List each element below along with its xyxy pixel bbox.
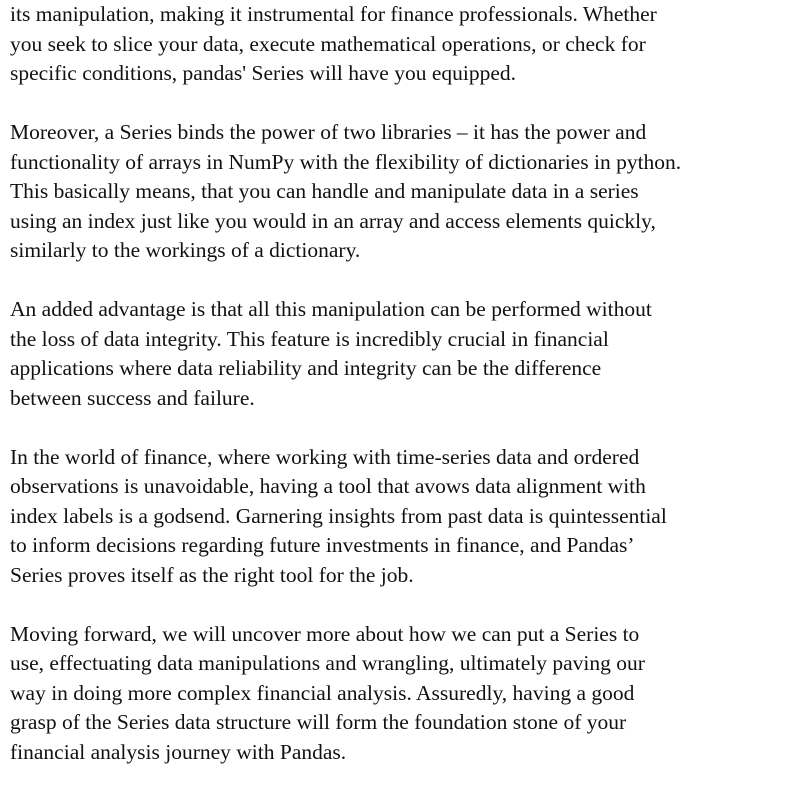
text-line: you seek to slice your data, execute mathematical operations, or check for xyxy=(10,31,646,56)
paragraph-gap xyxy=(10,89,794,119)
paragraph-5 xyxy=(10,620,794,768)
text-line: specific conditions, pandas' Series will have you equipped. xyxy=(10,61,517,85)
text-line: use, effectuating data manipulations and wrangling, ultimately paving our xyxy=(10,651,645,675)
text-line: similarly to the workings of a dictionary. xyxy=(10,238,361,262)
text-line: Moving forward, we will uncover more about how we can put a Series to xyxy=(10,621,640,646)
document-page xyxy=(10,0,794,767)
text-line: index labels is a godsend. Garnering insights from past data is quintessential xyxy=(10,503,667,528)
paragraph-4 xyxy=(10,443,794,591)
text-line: using an index just like you would in an array and access elements quickly, xyxy=(10,208,656,233)
text-line: Moreover, a Series binds the power of two libraries – it has the power and xyxy=(10,120,647,144)
paragraph-1 xyxy=(10,0,794,89)
text-line: way in doing more complex financial analysis. Assuredly, having a good xyxy=(10,680,635,705)
paragraph-3 xyxy=(10,295,794,413)
text-line: observations is unavoidable, having a tool that avows data alignment with xyxy=(10,474,646,498)
paragraph-gap xyxy=(10,266,794,296)
text-line: its manipulation, making it instrumental for finance professionals. Whether xyxy=(10,2,657,26)
text-line: the loss of data integrity. This feature is incredibly crucial in financial xyxy=(10,326,609,351)
text-line: In the world of finance, where working with time-series data and ordered xyxy=(10,444,640,469)
text-line: An added advantage is that all this manipulation can be performed without xyxy=(10,297,652,321)
text-line: grasp of the Series data structure will form the foundation stone of your xyxy=(10,710,627,734)
paragraph-gap xyxy=(10,413,794,443)
paragraph-2 xyxy=(10,118,794,266)
text-line: applications where data reliability and integrity can be the difference xyxy=(10,356,602,380)
text-line: to inform decisions regarding future investments in finance, and Pandas’ xyxy=(10,533,635,557)
paragraph-gap xyxy=(10,590,794,620)
text-line: financial analysis journey with Pandas. xyxy=(10,739,347,764)
text-line: Series proves itself as the right tool for the job. xyxy=(10,562,414,587)
text-line: functionality of arrays in NumPy with the flexibility of dictionaries in python. xyxy=(10,149,682,174)
text-line: between success and failure. xyxy=(10,385,255,410)
text-line: This basically means, that you can handle and manipulate data in a series xyxy=(10,179,639,203)
